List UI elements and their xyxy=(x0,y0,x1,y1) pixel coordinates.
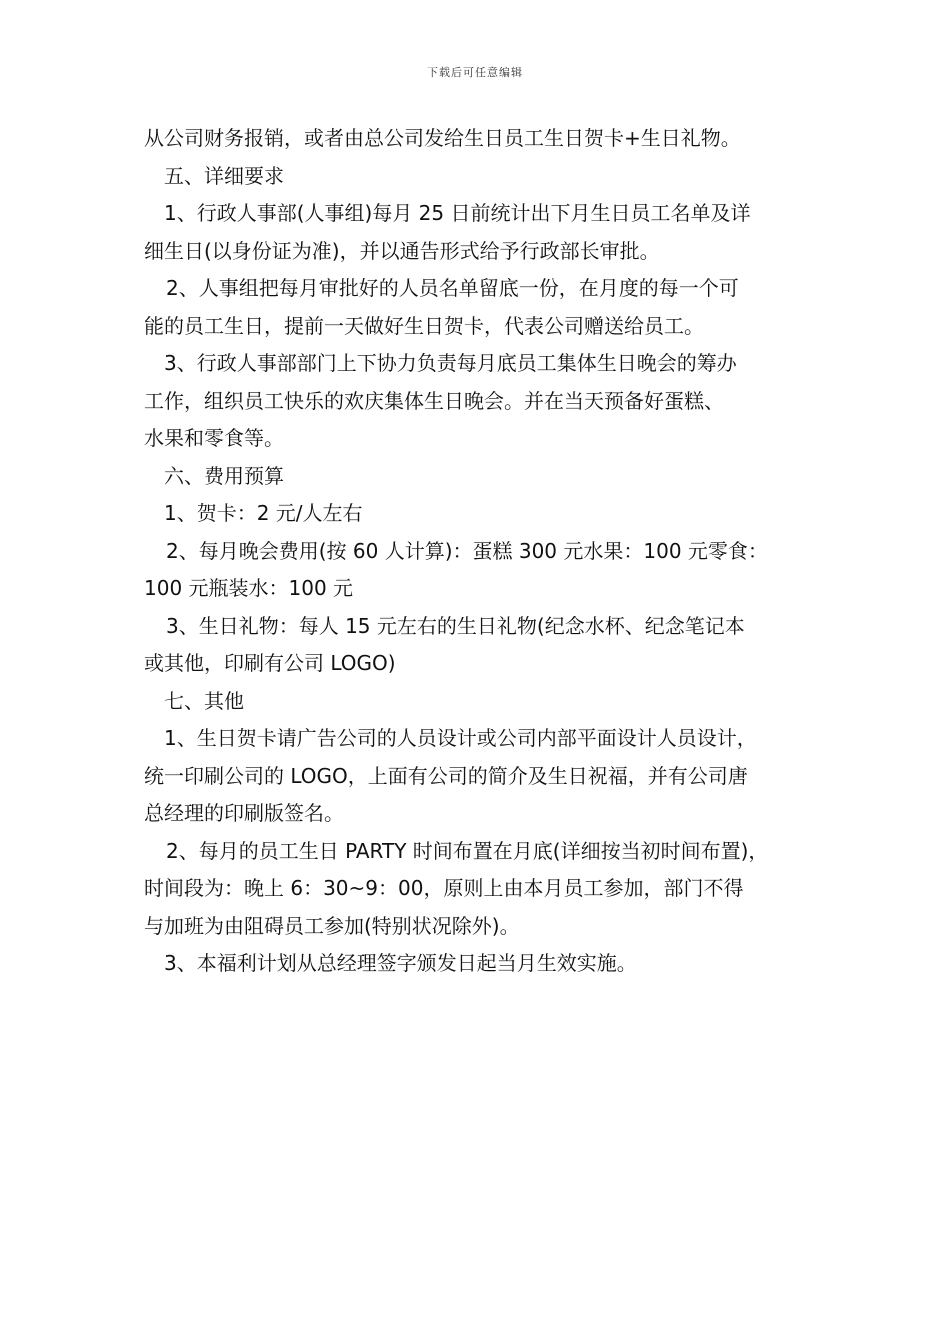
paragraph-line: 3、生日礼物：每人 15 元左右的生日礼物(纪念水杯、纪念笔记本 xyxy=(166,613,745,638)
paragraph-line: 统一印刷公司的 LOGO，上面有公司的简介及生日祝福，并有公司唐 xyxy=(144,763,748,788)
paragraph-line: 工作，组织员工快乐的欢庆集体生日晚会。并在当天预备好蛋糕、 xyxy=(144,388,724,413)
document-body xyxy=(144,120,814,983)
paragraph-line: 1、行政人事部(人事组)每月 25 日前统计出下月生日员工名单及详 xyxy=(164,201,751,225)
paragraph-line: 从公司财务报销，或者由总公司发给生日员工生日贺卡+生日礼物。 xyxy=(144,126,741,150)
paragraph-line: 100 元瓶装水：100 元 xyxy=(144,576,354,600)
paragraph-line: 总经理的印刷版签名。 xyxy=(144,801,344,825)
paragraph-line: 2、每月的员工生日 PARTY 时间布置在月底(详细按当初时间布置)， xyxy=(166,838,769,863)
paragraph-line: 细生日(以身份证为准)，并以通告形式给予行政部长审批。 xyxy=(144,238,660,263)
paragraph-line: 2、每月晚会费用(按 60 人计算)：蛋糕 300 元水果：100 元零食： xyxy=(166,538,768,563)
page-header: 下载后可任意编辑 xyxy=(427,66,523,79)
paragraph-line: 1、生日贺卡请广告公司的人员设计或公司内部平面设计人员设计， xyxy=(164,726,757,750)
paragraph-line: 3、行政人事部部门上下协力负责每月底员工集体生日晚会的筹办 xyxy=(164,351,737,375)
section-heading-budget: 六、费用预算 xyxy=(164,463,284,488)
paragraph-line: 时间段为：晚上 6：30~9：00，原则上由本月员工参加，部门不得 xyxy=(144,876,744,900)
paragraph-line: 2、人事组把每月审批好的人员名单留底一份，在月度的每一个可 xyxy=(166,276,739,300)
paragraph-line: 1、贺卡：2 元/人左右 xyxy=(164,501,363,525)
section-heading-requirements: 五、详细要求 xyxy=(164,163,284,188)
paragraph-line: 或其他，印刷有公司 LOGO) xyxy=(144,651,396,675)
paragraph-line: 与加班为由阻碍员工参加(特别状况除外)。 xyxy=(144,913,520,938)
paragraph-line: 能的员工生日，提前一天做好生日贺卡，代表公司赠送给员工。 xyxy=(144,313,704,338)
paragraph-line: 3、本福利计划从总经理签字颁发日起当月生效实施。 xyxy=(164,951,637,975)
paragraph-line: 水果和零食等。 xyxy=(144,426,284,450)
section-heading-other: 七、其他 xyxy=(164,688,244,713)
